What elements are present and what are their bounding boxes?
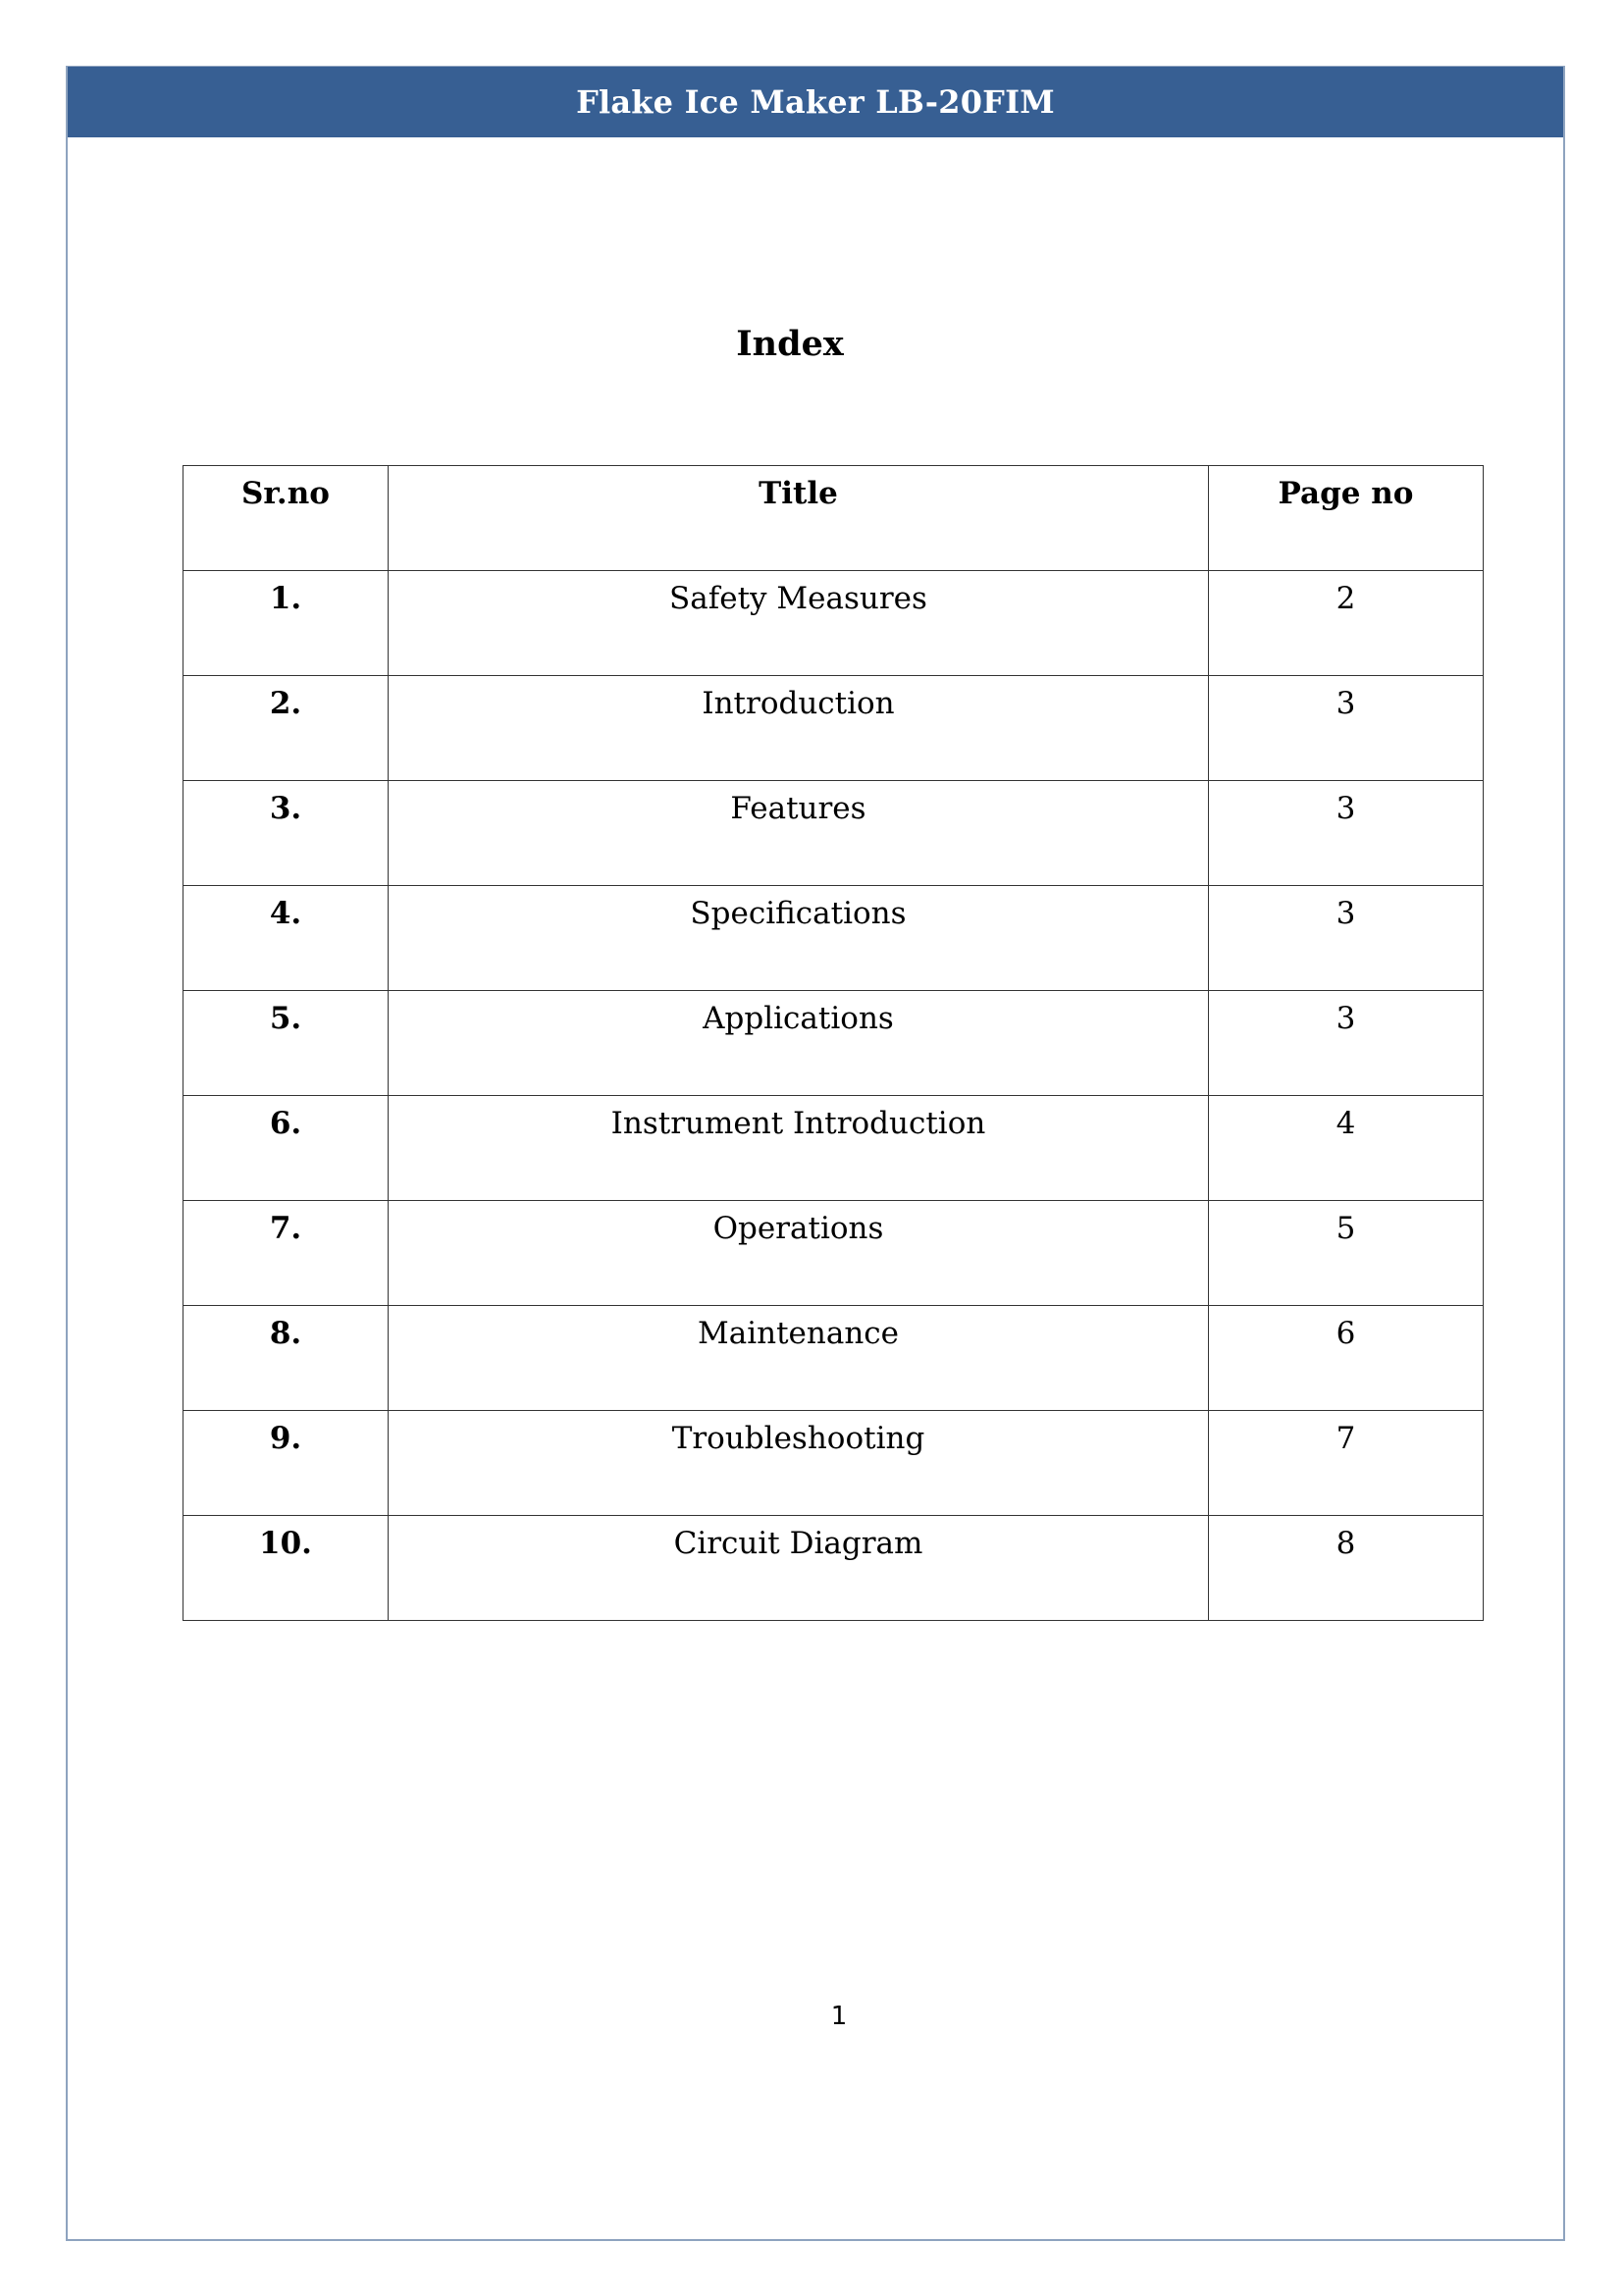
column-header-title: Title bbox=[389, 466, 1209, 571]
row-title: Applications bbox=[389, 991, 1209, 1096]
row-srno: 9. bbox=[183, 1411, 389, 1516]
row-page: 6 bbox=[1209, 1306, 1484, 1411]
table-row bbox=[183, 991, 1484, 1096]
row-title: Maintenance bbox=[389, 1306, 1209, 1411]
row-page: 4 bbox=[1209, 1096, 1484, 1201]
table-row bbox=[183, 1411, 1484, 1516]
row-srno: 2. bbox=[183, 676, 389, 781]
table-row bbox=[183, 886, 1484, 991]
row-page: 2 bbox=[1209, 571, 1484, 676]
row-page: 3 bbox=[1209, 781, 1484, 886]
table-row bbox=[183, 1306, 1484, 1411]
table-row bbox=[183, 571, 1484, 676]
row-title: Features bbox=[389, 781, 1209, 886]
row-srno: 3. bbox=[183, 781, 389, 886]
row-page: 3 bbox=[1209, 886, 1484, 991]
row-title: Introduction bbox=[389, 676, 1209, 781]
row-srno: 10. bbox=[183, 1516, 389, 1621]
table-row bbox=[183, 676, 1484, 781]
row-title: Instrument Introduction bbox=[389, 1096, 1209, 1201]
row-srno: 8. bbox=[183, 1306, 389, 1411]
row-srno: 6. bbox=[183, 1096, 389, 1201]
row-page: 3 bbox=[1209, 991, 1484, 1096]
header-bar bbox=[68, 67, 1563, 137]
document-title: Flake Ice Maker LB-20FIM bbox=[576, 83, 1055, 121]
row-page: 5 bbox=[1209, 1201, 1484, 1306]
column-header-srno: Sr.no bbox=[183, 466, 389, 571]
row-srno: 5. bbox=[183, 991, 389, 1096]
row-title: Safety Measures bbox=[389, 571, 1209, 676]
column-header-page: Page no bbox=[1209, 466, 1484, 571]
index-heading: Index bbox=[736, 324, 844, 364]
table-row bbox=[183, 781, 1484, 886]
row-srno: 4. bbox=[183, 886, 389, 991]
row-title: Specifications bbox=[389, 886, 1209, 991]
table-header-row bbox=[183, 466, 1484, 571]
row-title: Troubleshooting bbox=[389, 1411, 1209, 1516]
table-row bbox=[183, 1201, 1484, 1306]
index-table bbox=[183, 465, 1484, 1621]
row-srno: 1. bbox=[183, 571, 389, 676]
page-number: 1 bbox=[830, 2002, 848, 2031]
row-title: Circuit Diagram bbox=[389, 1516, 1209, 1621]
row-page: 3 bbox=[1209, 676, 1484, 781]
row-srno: 7. bbox=[183, 1201, 389, 1306]
row-title: Operations bbox=[389, 1201, 1209, 1306]
table-row bbox=[183, 1096, 1484, 1201]
row-page: 8 bbox=[1209, 1516, 1484, 1621]
table-row bbox=[183, 1516, 1484, 1621]
row-page: 7 bbox=[1209, 1411, 1484, 1516]
